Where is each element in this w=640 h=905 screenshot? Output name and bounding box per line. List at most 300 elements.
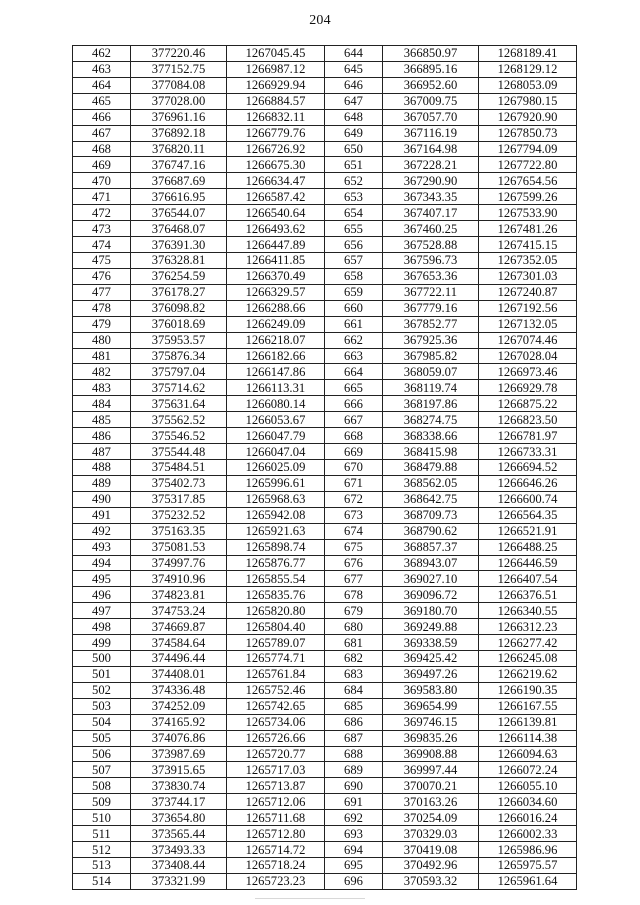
- point-number-cell: 514: [73, 873, 131, 889]
- table-row: [73, 189, 577, 205]
- point-number-cell: 482: [73, 364, 131, 380]
- x-coordinate-cell: 377220.46: [131, 46, 227, 62]
- x-coordinate-cell: 367722.11: [383, 284, 479, 300]
- point-number-cell: 480: [73, 332, 131, 348]
- point-number-cell: 661: [325, 316, 383, 332]
- point-number-cell: 466: [73, 109, 131, 125]
- x-coordinate-cell: 373408.44: [131, 858, 227, 874]
- y-coordinate-cell: 1266016.24: [479, 810, 577, 826]
- y-coordinate-cell: 1266053.67: [227, 412, 325, 428]
- point-number-cell: 500: [73, 651, 131, 667]
- point-number-cell: 495: [73, 571, 131, 587]
- y-coordinate-cell: 1265711.68: [227, 810, 325, 826]
- y-coordinate-cell: 1267132.05: [479, 316, 577, 332]
- table-row: [73, 842, 577, 858]
- y-coordinate-cell: 1266114.38: [479, 730, 577, 746]
- y-coordinate-cell: 1267980.15: [479, 93, 577, 109]
- y-coordinate-cell: 1266072.24: [479, 762, 577, 778]
- x-coordinate-cell: 376747.16: [131, 157, 227, 173]
- y-coordinate-cell: 1266646.26: [479, 475, 577, 491]
- x-coordinate-cell: 367343.35: [383, 189, 479, 205]
- table-row: [73, 762, 577, 778]
- x-coordinate-cell: 376820.11: [131, 141, 227, 157]
- x-coordinate-cell: 376018.69: [131, 316, 227, 332]
- y-coordinate-cell: 1265713.87: [227, 778, 325, 794]
- point-number-cell: 650: [325, 141, 383, 157]
- table-row: [73, 428, 577, 444]
- x-coordinate-cell: 376616.95: [131, 189, 227, 205]
- y-coordinate-cell: 1267722.80: [479, 157, 577, 173]
- y-coordinate-cell: 1266025.09: [227, 459, 325, 475]
- y-coordinate-cell: 1266564.35: [479, 507, 577, 523]
- point-number-cell: 658: [325, 268, 383, 284]
- x-coordinate-cell: 370070.21: [383, 778, 479, 794]
- point-number-cell: 467: [73, 125, 131, 141]
- point-number-cell: 662: [325, 332, 383, 348]
- y-coordinate-cell: 1268189.41: [479, 46, 577, 62]
- y-coordinate-cell: 1266779.76: [227, 125, 325, 141]
- x-coordinate-cell: 376544.07: [131, 205, 227, 221]
- x-coordinate-cell: 368642.75: [383, 491, 479, 507]
- y-coordinate-cell: 1267240.87: [479, 284, 577, 300]
- x-coordinate-cell: 369027.10: [383, 571, 479, 587]
- table-row: [73, 396, 577, 412]
- table-row: [73, 523, 577, 539]
- x-coordinate-cell: 374408.01: [131, 666, 227, 682]
- y-coordinate-cell: 1266080.14: [227, 396, 325, 412]
- y-coordinate-cell: 1268053.09: [479, 77, 577, 93]
- y-coordinate-cell: 1266600.74: [479, 491, 577, 507]
- y-coordinate-cell: 1268129.12: [479, 61, 577, 77]
- table-row: [73, 205, 577, 221]
- x-coordinate-cell: 374165.92: [131, 714, 227, 730]
- y-coordinate-cell: 1266447.89: [227, 237, 325, 253]
- x-coordinate-cell: 369654.99: [383, 698, 479, 714]
- point-number-cell: 678: [325, 587, 383, 603]
- y-coordinate-cell: 1265712.06: [227, 794, 325, 810]
- point-number-cell: 652: [325, 173, 383, 189]
- table-row: [73, 109, 577, 125]
- y-coordinate-cell: 1267192.56: [479, 300, 577, 316]
- point-number-cell: 472: [73, 205, 131, 221]
- table-row: [73, 61, 577, 77]
- y-coordinate-cell: 1267481.26: [479, 221, 577, 237]
- y-coordinate-cell: 1266832.11: [227, 109, 325, 125]
- x-coordinate-cell: 369908.88: [383, 746, 479, 762]
- x-coordinate-cell: 374336.48: [131, 682, 227, 698]
- y-coordinate-cell: 1265804.40: [227, 619, 325, 635]
- point-number-cell: 508: [73, 778, 131, 794]
- point-number-cell: 655: [325, 221, 383, 237]
- point-number-cell: 462: [73, 46, 131, 62]
- y-coordinate-cell: 1267074.46: [479, 332, 577, 348]
- point-number-cell: 468: [73, 141, 131, 157]
- table-row: [73, 746, 577, 762]
- point-number-cell: 674: [325, 523, 383, 539]
- point-number-cell: 667: [325, 412, 383, 428]
- x-coordinate-cell: 368119.74: [383, 380, 479, 396]
- point-number-cell: 656: [325, 237, 383, 253]
- y-coordinate-cell: 1266929.94: [227, 77, 325, 93]
- table-row: [73, 635, 577, 651]
- y-coordinate-cell: 1267850.73: [479, 125, 577, 141]
- x-coordinate-cell: 369180.70: [383, 603, 479, 619]
- x-coordinate-cell: 367228.21: [383, 157, 479, 173]
- point-number-cell: 651: [325, 157, 383, 173]
- point-number-cell: 463: [73, 61, 131, 77]
- table-row: [73, 619, 577, 635]
- y-coordinate-cell: 1266493.62: [227, 221, 325, 237]
- x-coordinate-cell: 373565.44: [131, 826, 227, 842]
- x-coordinate-cell: 368059.07: [383, 364, 479, 380]
- x-coordinate-cell: 375317.85: [131, 491, 227, 507]
- table-row: [73, 666, 577, 682]
- y-coordinate-cell: 1266407.54: [479, 571, 577, 587]
- y-coordinate-cell: 1265855.54: [227, 571, 325, 587]
- y-coordinate-cell: 1266245.08: [479, 651, 577, 667]
- table-row: [73, 778, 577, 794]
- table-row: [73, 794, 577, 810]
- y-coordinate-cell: 1266277.42: [479, 635, 577, 651]
- point-number-cell: 512: [73, 842, 131, 858]
- x-coordinate-cell: 376468.07: [131, 221, 227, 237]
- y-coordinate-cell: 1265968.63: [227, 491, 325, 507]
- table-row: [73, 475, 577, 491]
- y-coordinate-cell: 1266823.50: [479, 412, 577, 428]
- point-number-cell: 498: [73, 619, 131, 635]
- x-coordinate-cell: 367653.36: [383, 268, 479, 284]
- x-coordinate-cell: 375081.53: [131, 539, 227, 555]
- point-number-cell: 676: [325, 555, 383, 571]
- y-coordinate-cell: 1265726.66: [227, 730, 325, 746]
- x-coordinate-cell: 368338.66: [383, 428, 479, 444]
- point-number-cell: 648: [325, 109, 383, 125]
- point-number-cell: 664: [325, 364, 383, 380]
- point-number-cell: 507: [73, 762, 131, 778]
- y-coordinate-cell: 1266726.92: [227, 141, 325, 157]
- y-coordinate-cell: 1266249.09: [227, 316, 325, 332]
- x-coordinate-cell: 376328.81: [131, 252, 227, 268]
- point-number-cell: 684: [325, 682, 383, 698]
- y-coordinate-cell: 1267920.90: [479, 109, 577, 125]
- x-coordinate-cell: 368857.37: [383, 539, 479, 555]
- page-number: 204: [309, 13, 331, 28]
- x-coordinate-cell: 373493.33: [131, 842, 227, 858]
- y-coordinate-cell: 1266411.85: [227, 252, 325, 268]
- x-coordinate-cell: 367460.25: [383, 221, 479, 237]
- table-row: [73, 284, 577, 300]
- point-number-cell: 471: [73, 189, 131, 205]
- x-coordinate-cell: 374496.44: [131, 651, 227, 667]
- x-coordinate-cell: 368415.98: [383, 444, 479, 460]
- y-coordinate-cell: 1266218.07: [227, 332, 325, 348]
- x-coordinate-cell: 370329.03: [383, 826, 479, 842]
- point-number-cell: 493: [73, 539, 131, 555]
- point-number-cell: 509: [73, 794, 131, 810]
- x-coordinate-cell: 368943.07: [383, 555, 479, 571]
- x-coordinate-cell: 375953.57: [131, 332, 227, 348]
- table-row: [73, 858, 577, 874]
- y-coordinate-cell: 1266987.12: [227, 61, 325, 77]
- table-row: [73, 332, 577, 348]
- point-number-cell: 510: [73, 810, 131, 826]
- point-number-cell: 696: [325, 873, 383, 889]
- y-coordinate-cell: 1266781.97: [479, 428, 577, 444]
- x-coordinate-cell: 369583.80: [383, 682, 479, 698]
- x-coordinate-cell: 374823.81: [131, 587, 227, 603]
- point-number-cell: 503: [73, 698, 131, 714]
- y-coordinate-cell: 1266973.46: [479, 364, 577, 380]
- y-coordinate-cell: 1267352.05: [479, 252, 577, 268]
- point-number-cell: 475: [73, 252, 131, 268]
- point-number-cell: 663: [325, 348, 383, 364]
- table-row: [73, 364, 577, 380]
- table-row: [73, 300, 577, 316]
- point-number-cell: 679: [325, 603, 383, 619]
- point-number-cell: 671: [325, 475, 383, 491]
- x-coordinate-cell: 375402.73: [131, 475, 227, 491]
- table-row: [73, 380, 577, 396]
- y-coordinate-cell: 1266340.55: [479, 603, 577, 619]
- point-number-cell: 646: [325, 77, 383, 93]
- x-coordinate-cell: 374076.86: [131, 730, 227, 746]
- y-coordinate-cell: 1267654.56: [479, 173, 577, 189]
- y-coordinate-cell: 1265942.08: [227, 507, 325, 523]
- x-coordinate-cell: 369746.15: [383, 714, 479, 730]
- x-coordinate-cell: 368709.73: [383, 507, 479, 523]
- y-coordinate-cell: 1267415.15: [479, 237, 577, 253]
- table-row: [73, 316, 577, 332]
- table-row: [73, 412, 577, 428]
- y-coordinate-cell: 1265723.23: [227, 873, 325, 889]
- point-number-cell: 645: [325, 61, 383, 77]
- point-number-cell: 654: [325, 205, 383, 221]
- x-coordinate-cell: 373321.99: [131, 873, 227, 889]
- x-coordinate-cell: 373915.65: [131, 762, 227, 778]
- x-coordinate-cell: 376961.16: [131, 109, 227, 125]
- table-row: [73, 682, 577, 698]
- y-coordinate-cell: 1266139.81: [479, 714, 577, 730]
- y-coordinate-cell: 1265774.71: [227, 651, 325, 667]
- page-bottom-rule: [255, 898, 365, 899]
- point-number-cell: 686: [325, 714, 383, 730]
- table-row: [73, 77, 577, 93]
- table-row: [73, 714, 577, 730]
- x-coordinate-cell: 367407.17: [383, 205, 479, 221]
- x-coordinate-cell: 376391.30: [131, 237, 227, 253]
- x-coordinate-cell: 376098.82: [131, 300, 227, 316]
- x-coordinate-cell: 369835.26: [383, 730, 479, 746]
- table-row: [73, 810, 577, 826]
- point-number-cell: 494: [73, 555, 131, 571]
- point-number-cell: 690: [325, 778, 383, 794]
- point-number-cell: 691: [325, 794, 383, 810]
- y-coordinate-cell: 1266113.31: [227, 380, 325, 396]
- y-coordinate-cell: 1267045.45: [227, 46, 325, 62]
- point-number-cell: 497: [73, 603, 131, 619]
- y-coordinate-cell: 1265752.46: [227, 682, 325, 698]
- table-row: [73, 491, 577, 507]
- y-coordinate-cell: 1266190.35: [479, 682, 577, 698]
- y-coordinate-cell: 1266521.91: [479, 523, 577, 539]
- table-row: [73, 348, 577, 364]
- table-row: [73, 587, 577, 603]
- x-coordinate-cell: 375484.51: [131, 459, 227, 475]
- y-coordinate-cell: 1266288.66: [227, 300, 325, 316]
- table-row: [73, 698, 577, 714]
- y-coordinate-cell: 1265820.80: [227, 603, 325, 619]
- point-number-cell: 502: [73, 682, 131, 698]
- y-coordinate-cell: 1265876.77: [227, 555, 325, 571]
- y-coordinate-cell: 1266370.49: [227, 268, 325, 284]
- table-row: [73, 555, 577, 571]
- point-number-cell: 689: [325, 762, 383, 778]
- y-coordinate-cell: 1266219.62: [479, 666, 577, 682]
- point-number-cell: 473: [73, 221, 131, 237]
- point-number-cell: 665: [325, 380, 383, 396]
- point-number-cell: 666: [325, 396, 383, 412]
- table-row: [73, 125, 577, 141]
- x-coordinate-cell: 366952.60: [383, 77, 479, 93]
- y-coordinate-cell: 1265714.72: [227, 842, 325, 858]
- y-coordinate-cell: 1265898.74: [227, 539, 325, 555]
- point-number-cell: 481: [73, 348, 131, 364]
- x-coordinate-cell: 369497.26: [383, 666, 479, 682]
- x-coordinate-cell: 368562.05: [383, 475, 479, 491]
- y-coordinate-cell: 1267301.03: [479, 268, 577, 284]
- x-coordinate-cell: 373654.80: [131, 810, 227, 826]
- point-number-cell: 669: [325, 444, 383, 460]
- point-number-cell: 660: [325, 300, 383, 316]
- point-number-cell: 490: [73, 491, 131, 507]
- y-coordinate-cell: 1266167.55: [479, 698, 577, 714]
- y-coordinate-cell: 1266488.25: [479, 539, 577, 555]
- y-coordinate-cell: 1265734.06: [227, 714, 325, 730]
- x-coordinate-cell: 370593.32: [383, 873, 479, 889]
- y-coordinate-cell: 1265986.96: [479, 842, 577, 858]
- point-number-cell: 492: [73, 523, 131, 539]
- x-coordinate-cell: 375546.52: [131, 428, 227, 444]
- point-number-cell: 489: [73, 475, 131, 491]
- y-coordinate-cell: 1266587.42: [227, 189, 325, 205]
- x-coordinate-cell: 377152.75: [131, 61, 227, 77]
- point-number-cell: 504: [73, 714, 131, 730]
- table-row: [73, 221, 577, 237]
- point-number-cell: 513: [73, 858, 131, 874]
- point-number-cell: 511: [73, 826, 131, 842]
- y-coordinate-cell: 1266312.23: [479, 619, 577, 635]
- y-coordinate-cell: 1266047.79: [227, 428, 325, 444]
- y-coordinate-cell: 1265712.80: [227, 826, 325, 842]
- point-number-cell: 496: [73, 587, 131, 603]
- x-coordinate-cell: 374584.64: [131, 635, 227, 651]
- y-coordinate-cell: 1265996.61: [227, 475, 325, 491]
- x-coordinate-cell: 375544.48: [131, 444, 227, 460]
- table-row: [73, 46, 577, 62]
- point-number-cell: 682: [325, 651, 383, 667]
- point-number-cell: 692: [325, 810, 383, 826]
- x-coordinate-cell: 367009.75: [383, 93, 479, 109]
- coordinate-table-body: [73, 46, 577, 890]
- x-coordinate-cell: 370163.26: [383, 794, 479, 810]
- x-coordinate-cell: 375232.52: [131, 507, 227, 523]
- y-coordinate-cell: 1266884.57: [227, 93, 325, 109]
- y-coordinate-cell: 1265718.24: [227, 858, 325, 874]
- table-row: [73, 651, 577, 667]
- point-number-cell: 687: [325, 730, 383, 746]
- table-row: [73, 507, 577, 523]
- table-row: [73, 444, 577, 460]
- x-coordinate-cell: 376254.59: [131, 268, 227, 284]
- table-row: [73, 141, 577, 157]
- x-coordinate-cell: 367985.82: [383, 348, 479, 364]
- x-coordinate-cell: 367779.16: [383, 300, 479, 316]
- x-coordinate-cell: 377028.00: [131, 93, 227, 109]
- table-row: [73, 539, 577, 555]
- y-coordinate-cell: 1266094.63: [479, 746, 577, 762]
- point-number-cell: 659: [325, 284, 383, 300]
- x-coordinate-cell: 368790.62: [383, 523, 479, 539]
- point-number-cell: 677: [325, 571, 383, 587]
- y-coordinate-cell: 1265961.64: [479, 873, 577, 889]
- x-coordinate-cell: 367164.98: [383, 141, 479, 157]
- y-coordinate-cell: 1266047.04: [227, 444, 325, 460]
- point-number-cell: 681: [325, 635, 383, 651]
- x-coordinate-cell: 368479.88: [383, 459, 479, 475]
- x-coordinate-cell: 377084.08: [131, 77, 227, 93]
- x-coordinate-cell: 374669.87: [131, 619, 227, 635]
- y-coordinate-cell: 1266002.33: [479, 826, 577, 842]
- x-coordinate-cell: 367290.90: [383, 173, 479, 189]
- y-coordinate-cell: 1266694.52: [479, 459, 577, 475]
- x-coordinate-cell: 370492.96: [383, 858, 479, 874]
- x-coordinate-cell: 368197.86: [383, 396, 479, 412]
- table-row: [73, 173, 577, 189]
- table-row: [73, 459, 577, 475]
- x-coordinate-cell: 368274.75: [383, 412, 479, 428]
- x-coordinate-cell: 367852.77: [383, 316, 479, 332]
- point-number-cell: 668: [325, 428, 383, 444]
- point-number-cell: 680: [325, 619, 383, 635]
- x-coordinate-cell: 369997.44: [383, 762, 479, 778]
- x-coordinate-cell: 375163.35: [131, 523, 227, 539]
- point-number-cell: 479: [73, 316, 131, 332]
- point-number-cell: 649: [325, 125, 383, 141]
- table-row: [73, 93, 577, 109]
- y-coordinate-cell: 1265789.07: [227, 635, 325, 651]
- point-number-cell: 476: [73, 268, 131, 284]
- y-coordinate-cell: 1267028.04: [479, 348, 577, 364]
- x-coordinate-cell: 375562.52: [131, 412, 227, 428]
- x-coordinate-cell: 376178.27: [131, 284, 227, 300]
- y-coordinate-cell: 1266675.30: [227, 157, 325, 173]
- x-coordinate-cell: 375797.04: [131, 364, 227, 380]
- point-number-cell: 683: [325, 666, 383, 682]
- y-coordinate-cell: 1267533.90: [479, 205, 577, 221]
- y-coordinate-cell: 1266540.64: [227, 205, 325, 221]
- point-number-cell: 694: [325, 842, 383, 858]
- table-row: [73, 571, 577, 587]
- y-coordinate-cell: 1266034.60: [479, 794, 577, 810]
- x-coordinate-cell: 374910.96: [131, 571, 227, 587]
- y-coordinate-cell: 1265761.84: [227, 666, 325, 682]
- table-row: [73, 730, 577, 746]
- table-row: [73, 603, 577, 619]
- point-number-cell: 647: [325, 93, 383, 109]
- x-coordinate-cell: 369338.59: [383, 635, 479, 651]
- point-number-cell: 505: [73, 730, 131, 746]
- x-coordinate-cell: 367925.36: [383, 332, 479, 348]
